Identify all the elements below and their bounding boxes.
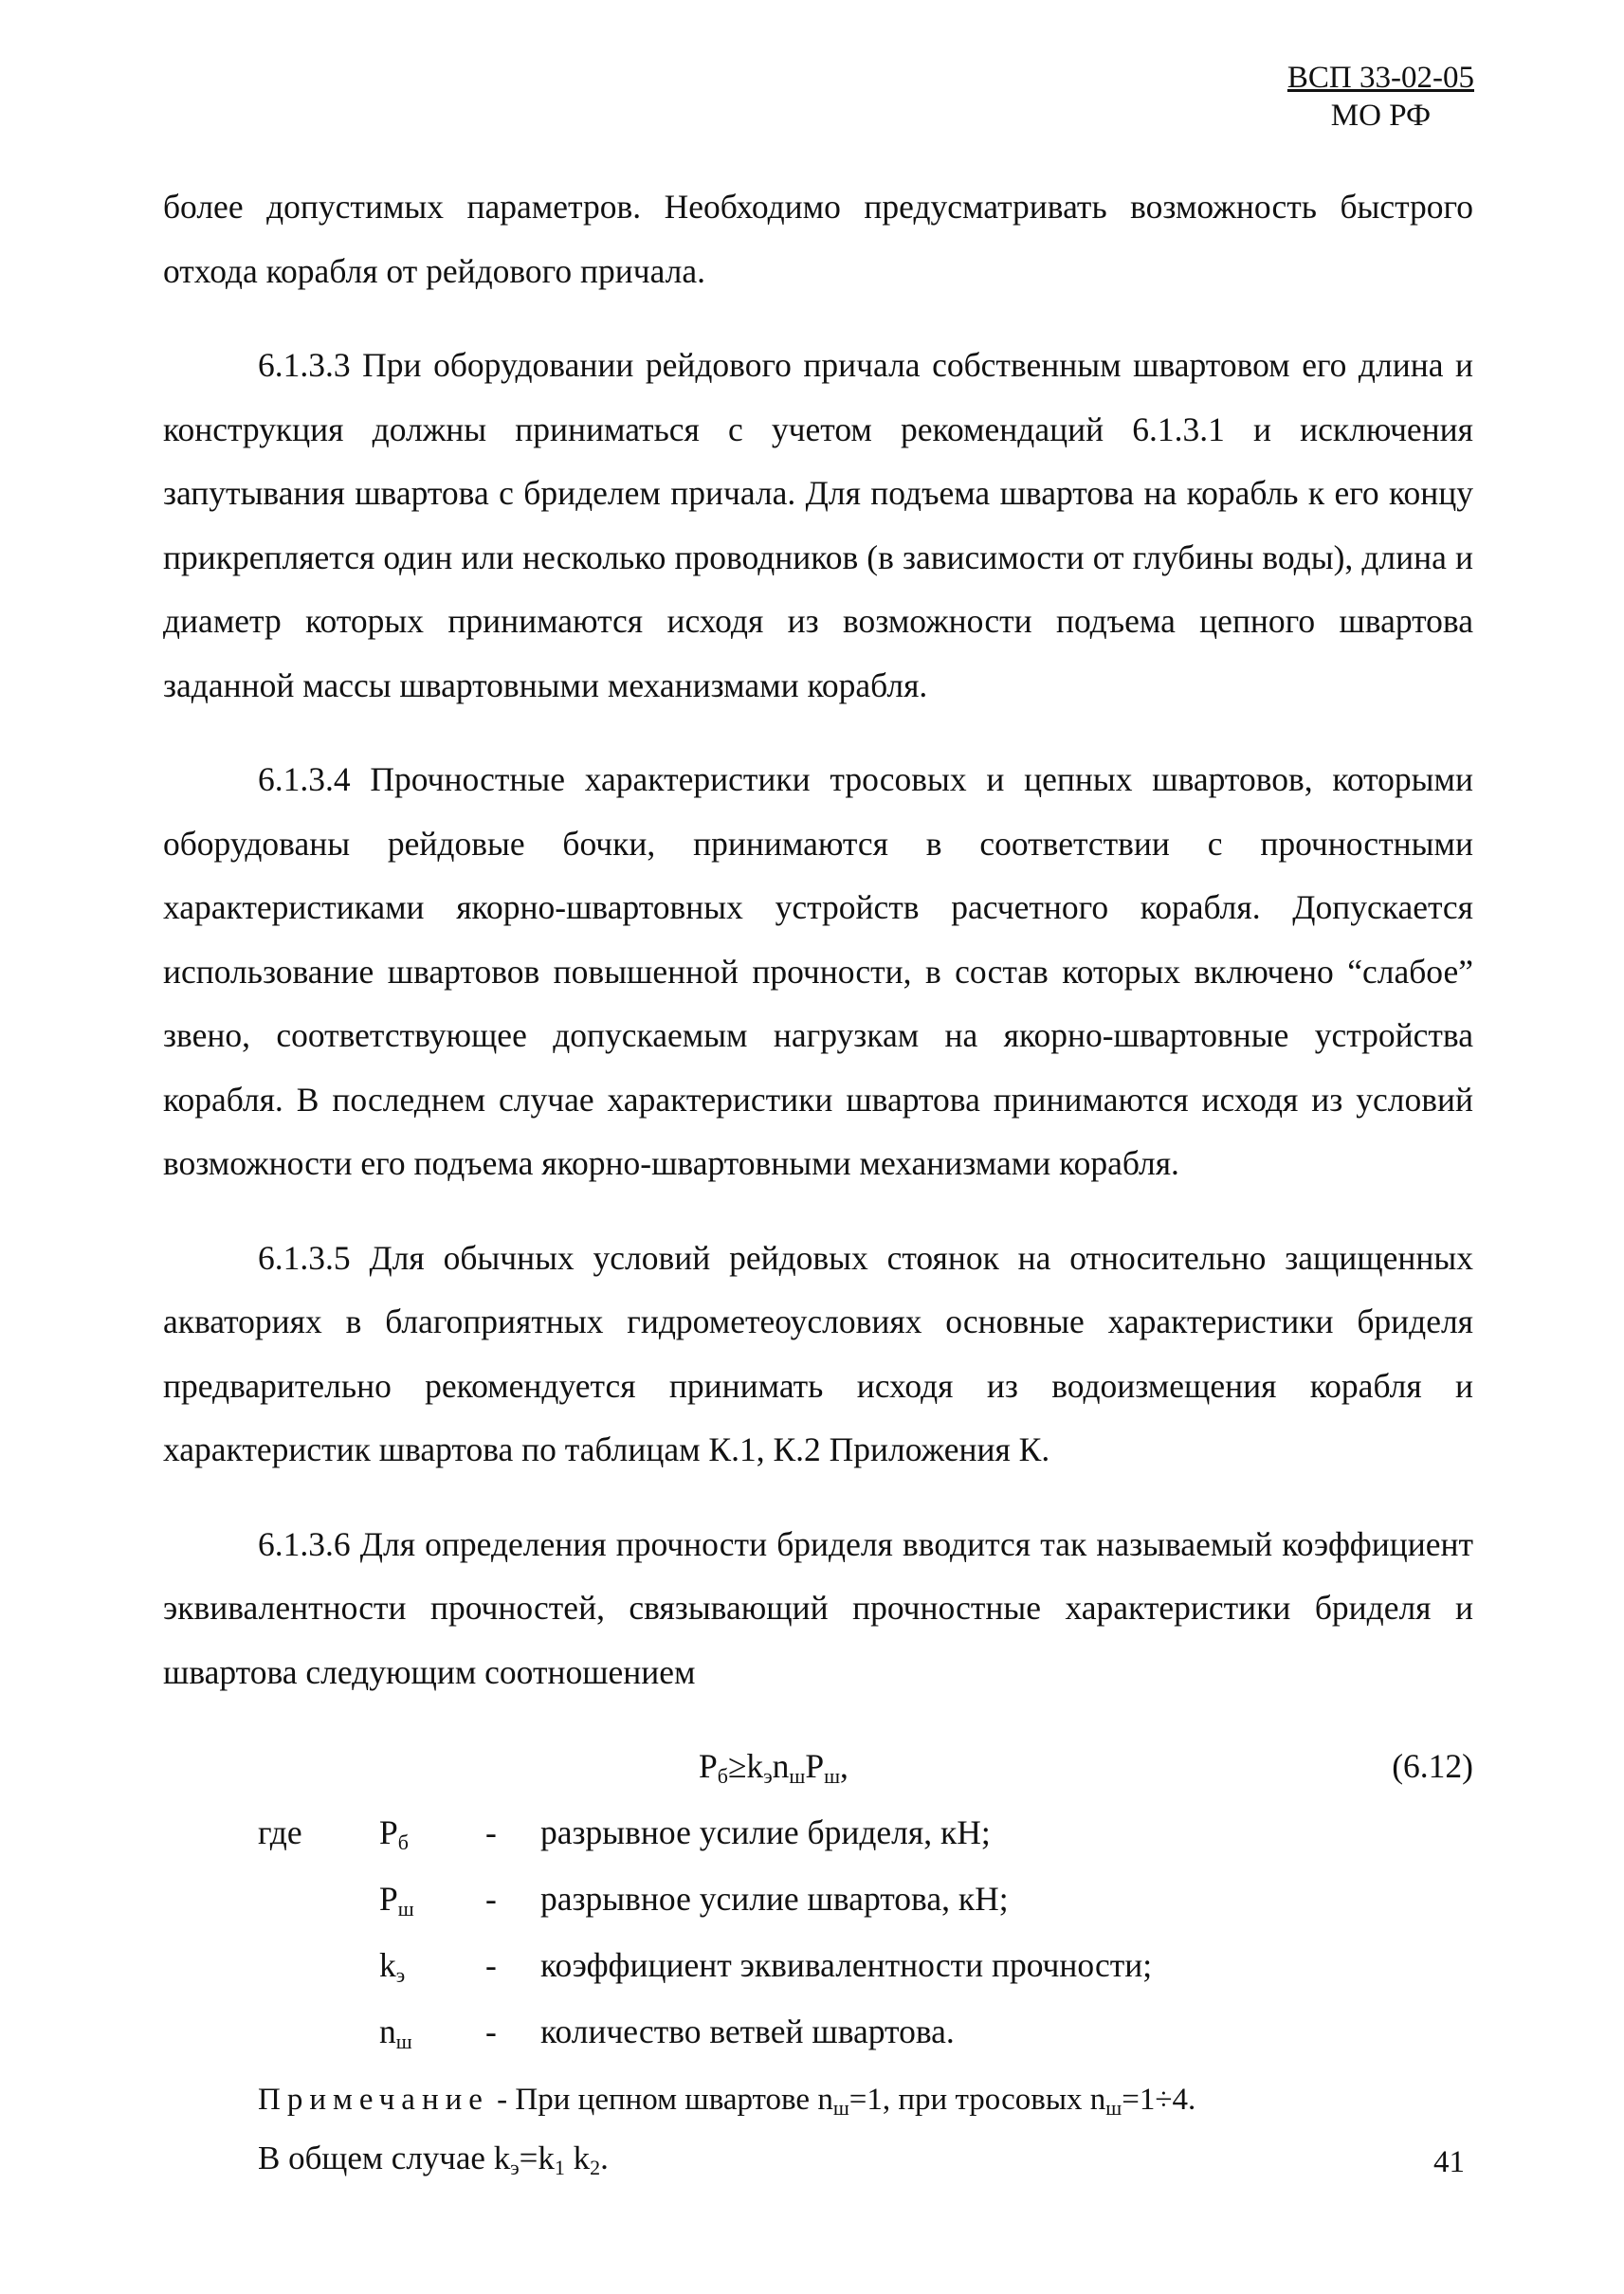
note-label: Примечание — [258, 2083, 489, 2117]
definition-row — [163, 1934, 1473, 2000]
definition-row — [163, 1801, 1473, 1867]
definition-row — [163, 1867, 1473, 1934]
definition-text: количество ветвей швартова. — [540, 2012, 955, 2050]
paragraph-6-1-3-5: 6.1.3.5 Для обычных условий рейдовых стоянок на относительно защищенных акваториях в благоприятных гидрометеоусловиях основные характеристики бриделя предварительно рекомендуется принимать исходя из водоизмещения корабля и характеристик швартова по таблицам К.1, К.2 Приложения К. — [163, 1238, 1473, 1468]
general-case: В общем случае $k_э=k_1$ $k_2$. — [258, 2139, 609, 2179]
formula: $P_б\ge k_эn_шP_ш$, — [699, 1747, 848, 1788]
paragraph-continuation: более допустимых параметров. Необходимо предусматривать возможность быстрого отхода корабля от рейдового причала. — [163, 188, 1473, 290]
definition-symbol: $P_ш$ — [379, 1880, 414, 1921]
page-number: 41 — [1433, 2145, 1465, 2179]
definition-symbol: $P_б$ — [379, 1813, 409, 1854]
document-code: ВСП 33-02-05 — [1286, 61, 1474, 95]
paragraph-6-1-3-3: 6.1.3.3 При оборудовании рейдового причала собственным швартовом его длина и конструкция должны приниматься с учетом рекомендаций 6.1.3.1 и исключения запутывания швартова с бриделем причала. Для подъема швартова на корабль к его концу прикрепляется один или несколько проводников (в зависимости от глубины воды), длина и диаметр которых принимаются исходя из возможности подъема цепного швартова заданной массы швартовными механизмами корабля. — [163, 346, 1473, 704]
definition-dash: - — [485, 1946, 497, 1984]
definition-dash: - — [485, 1880, 497, 1918]
definition-text: разрывное усилие швартова, кН; — [540, 1880, 1009, 1918]
definition-dash: - — [485, 2012, 497, 2050]
definition-row — [163, 2000, 1473, 2066]
definition-symbol: $k_э$ — [379, 1946, 406, 1987]
document-header — [1287, 59, 1474, 135]
document-organization: МО РФ — [1330, 99, 1432, 133]
note: Примечание - При цепном швартове $n_ш=1$, при тросовых $n_ш=1\div 4$. — [258, 2083, 1196, 2120]
definition-text: разрывное усилие бриделя, кН; — [540, 1813, 991, 1851]
paragraph-6-1-3-6: 6.1.3.6 Для определения прочности бриделя вводится так называемый коэффициент эквивалентности прочностей, связывающий прочностные характеристики бриделя и швартова следующим соотношением — [163, 1524, 1473, 1691]
where-label: где — [258, 1813, 302, 1851]
formula-row — [163, 1735, 1473, 1801]
definitions-list — [163, 1801, 1473, 2066]
definition-dash: - — [485, 1813, 497, 1851]
definition-text: коэффициент эквивалентности прочности; — [540, 1946, 1153, 1984]
paragraph-6-1-3-4: 6.1.3.4 Прочностные характеристики тросовых и цепных швартовов, которыми оборудованы рейдовые бочки, принимаются в соответствии с прочностными характеристиками якорно-швартовных устройств расчетного корабля. Допускается использование швартовов повышенной прочности, в состав которых включено “слабое” звено, соответствующее допускаемым нагрузкам на якорно-швартовные устройства корабля. В последнем случае характеристики швартова принимаются исходя из условий возможности его подъема якорно-швартовными механизмами корабля. — [163, 760, 1473, 1182]
definition-symbol: $n_ш$ — [379, 2012, 412, 2053]
equation-number: (6.12) — [1392, 1747, 1473, 1785]
page-body — [163, 175, 1473, 2188]
